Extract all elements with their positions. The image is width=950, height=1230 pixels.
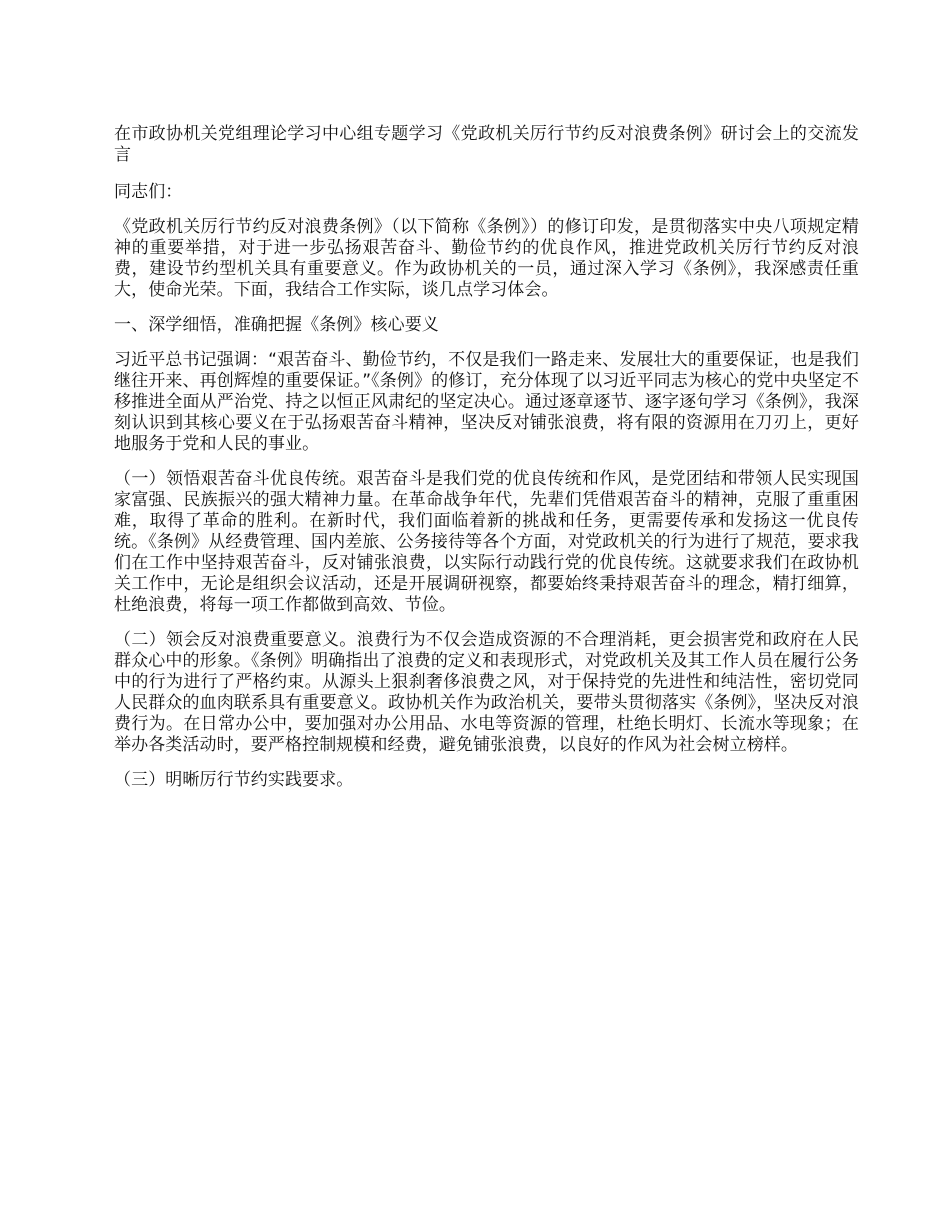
- paragraph-intro: 《党政机关厉行节约反对浪费条例》（以下简称《条例》）的修订印发，是贯彻落实中央八项规定精神的重要举措，对于进一步弘扬艰苦奋斗、勤俭节约的优良作风，推进党政机关厉行节约反对浪费，建设节约型机关具有重要意义。作为政协机关的一员，通过深入学习《条例》，我深感责任重大，使命光荣。下面，我结合工作实际，谈几点学习体会。: [114, 217, 859, 300]
- salutation: 同志们：: [114, 182, 183, 202]
- paragraph-section-1: 习近平总书记强调：“艰苦奋斗、勤俭节约，不仅是我们一路走来、发展壮大的重要保证，也是我们继往开来、再创辉煌的重要保证。”《条例》的修订，充分体现了以习近平同志为核心的党中央坚定不移推进全面从严治党、持之以恒正风肃纪的坚定决心。通过逐章逐节、逐字逐句学习《条例》，我深刻认识到其核心要义在于弘扬艰苦奋斗精神，坚决反对铺张浪费，将有限的资源用在刀刃上，更好地服务于党和人民的事业。: [114, 350, 859, 454]
- document-page: [114, 124, 859, 805]
- paragraph-subsection-1: （一）领悟艰苦奋斗优良传统。艰苦奋斗是我们党的优良传统和作风，是党团结和带领人民实现国家富强、民族振兴的强大精神力量。在革命战争年代，先辈们凭借艰苦奋斗的精神，克服了重重困难，取得了革命的胜利。在新时代，我们面临着新的挑战和任务，更需要传承和发扬这一优良传统。《条例》从经费管理、国内差旅、公务接待等各个方面，对党政机关的行为进行了规范，要求我们在工作中坚持艰苦奋斗，反对铺张浪费，以实际行动践行党的优良传统。这就要求我们在政协机关工作中，无论是组织会议活动，还是开展调研视察，都要始终秉持艰苦奋斗的理念，精打细算，杜绝浪费，将每一项工作都做到高效、节俭。: [114, 469, 859, 615]
- paragraph-subsection-2: （二）领会反对浪费重要意义。浪费行为不仅会造成资源的不合理消耗，更会损害党和政府在人民群众心中的形象。《条例》明确指出了浪费的定义和表现形式，对党政机关及其工作人员在履行公务中的行为进行了严格约束。从源头上狠刹奢侈浪费之风，对于保持党的先进性和纯洁性，密切党同人民群众的血肉联系具有重要意义。政协机关作为政治机关，要带头贯彻落实《条例》，坚决反对浪费行为。在日常办公中，要加强对办公用品、水电等资源的管理，杜绝长明灯、长流水等现象；在举办各类活动时，要严格控制规模和经费，避免铺张浪费，以良好的作风为社会树立榜样。: [114, 630, 859, 755]
- document-title: 在市政协机关党组理论学习中心组专题学习《党政机关厉行节约反对浪费条例》研讨会上的交流发言: [114, 124, 859, 165]
- section-heading-1: 一、深学细悟，准确把握《条例》核心要义: [114, 315, 439, 335]
- paragraph-subsection-3: （三）明晰厉行节约实践要求。: [114, 770, 354, 790]
